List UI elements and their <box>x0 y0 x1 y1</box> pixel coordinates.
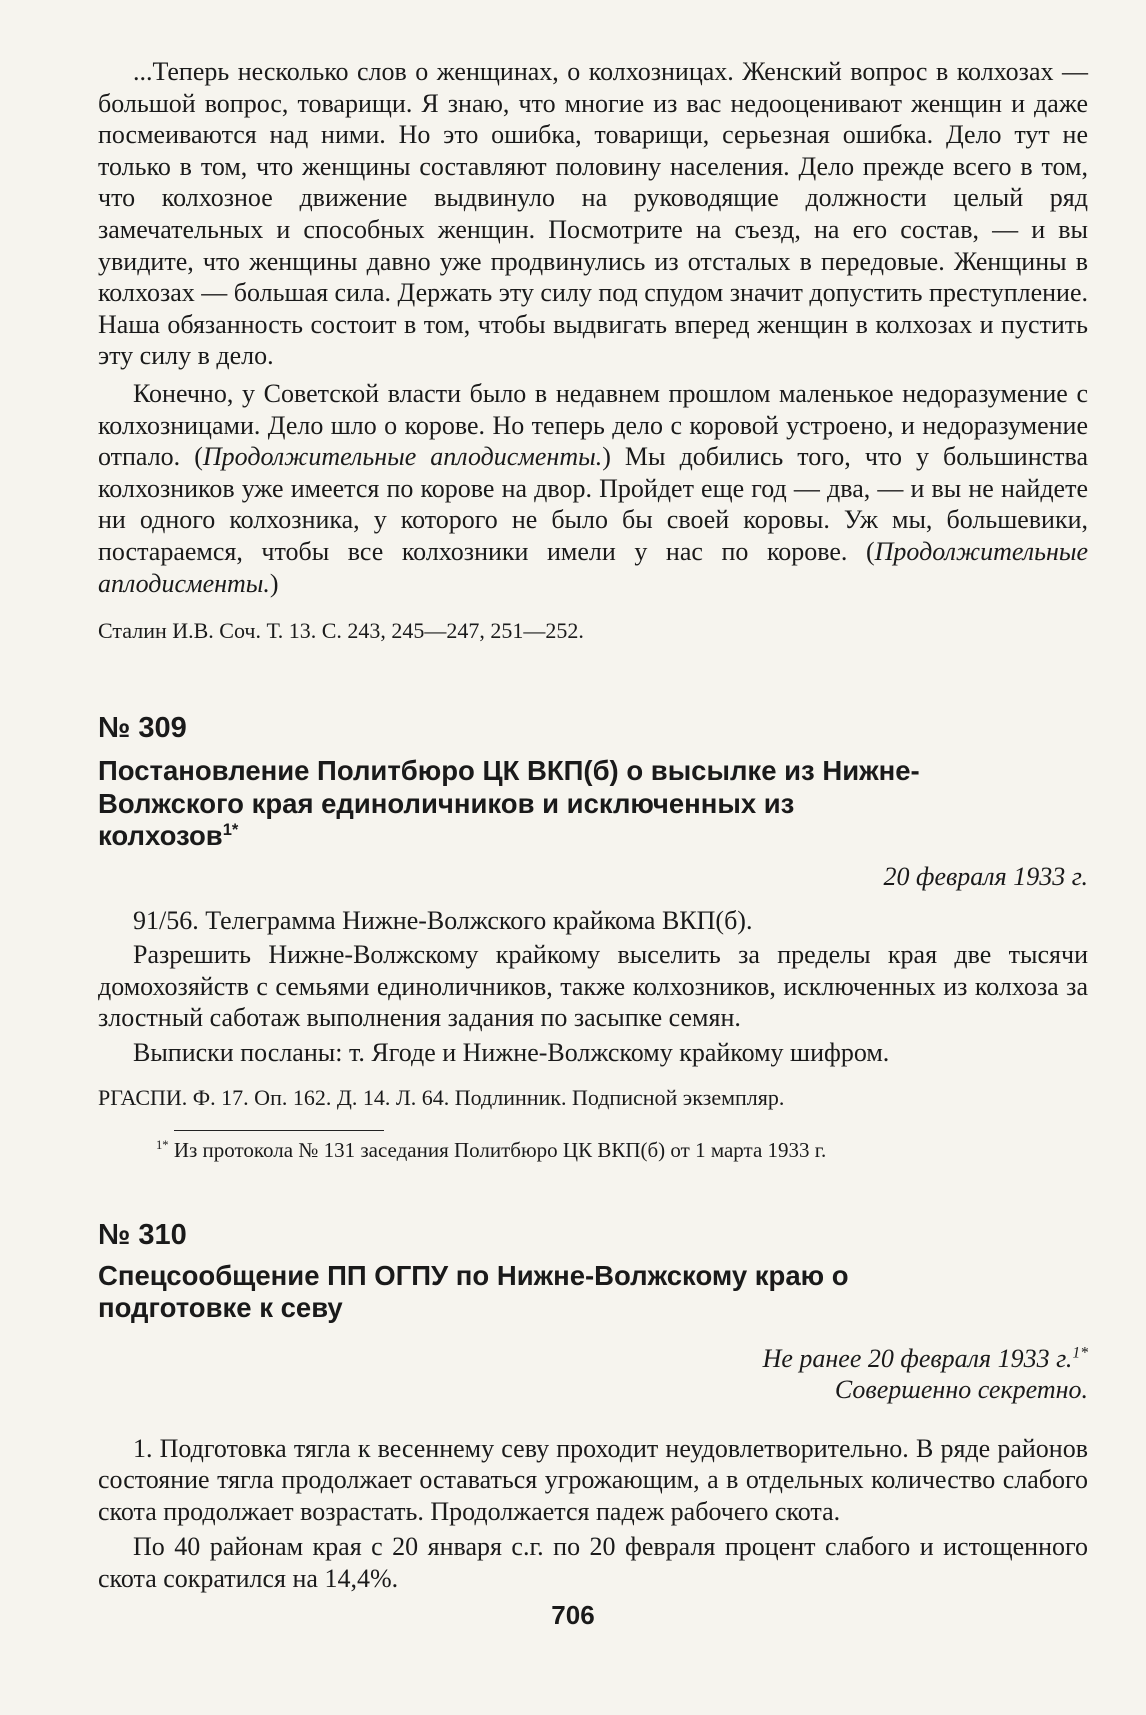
speech-source-citation: Сталин И.В. Соч. Т. 13. С. 243, 245—247, 251—252. <box>98 618 584 644</box>
footnote-ref-mark: 1* <box>222 820 239 839</box>
doc-310-date <box>98 1343 1088 1374</box>
page-number: 706 <box>551 1600 595 1630</box>
doc-309-archive-source: РГАСПИ. Ф. 17. Оп. 162. Д. 14. Л. 64. Подлинник. Подписной экземпляр. <box>98 1084 785 1110</box>
doc-309-footnote <box>98 1137 1088 1163</box>
doc-310-classification: Совершенно секретно. <box>834 1374 1088 1404</box>
doc-310-number: № 310 <box>98 1218 187 1251</box>
applause-remark: Продолжительные аплодисменты. <box>202 442 603 472</box>
doc-309-extracts: Выписки посланы: т. Ягоде и Нижне-Волжскому крайкому шифром. <box>133 1037 890 1067</box>
speech-text: Конечно, у Советской власти было в недавнем прошлом маленькое недоразумение с колхозницами. Дело шло о корове. Но теперь дело с коровой устроено, и недоразумение отпало. ( <box>98 378 1088 472</box>
doc-309-number: № 309 <box>98 712 187 745</box>
doc-310-paragraph-2: По 40 районам края с 20 января с.г. по 20 февраля процент слабого и истощенного скота сократился на 14,4%. <box>98 1532 1088 1593</box>
speech-text: ) <box>269 568 279 598</box>
doc-309-title-text: Постановление Политбюро ЦК ВКП(б) о высылке из Нижне-Волжского края единоличников и исключенных из колхозов <box>98 755 920 852</box>
applause-remark: Продолжительные аплодисменты. <box>98 536 1088 598</box>
speech-paragraph-women: ...Теперь несколько слов о женщинах, о колхозницах. Женский вопрос в колхозах — большой вопрос, товарищи. Я знаю, что многие из вас недооценивают женщин и даже посмеиваются над ними. Но это ошибка, товарищи, серьезная ошибка. Дело тут не только в том, что женщины составляют половину населения. Дело прежде всего в том, что колхозное движение выдвинуло на руководящие должности целый ряд замечательных и способных женщин. Посмотрите на съезд, на его состав, — и вы увидите, что женщины давно уже продвинулись из отсталых в передовые. Женщины в колхозах — большая сила. Держать эту силу под спудом значит допустить преступление. Наша обязанность состоит в том, чтобы выдвигать вперед женщин в колхозах и пустить эту силу в дело. <box>98 57 1088 371</box>
speech-paragraph-cow <box>98 378 1088 599</box>
footnote-mark: 1* <box>156 1137 169 1152</box>
footnote-text: Из протокола № 131 заседания Политбюро ЦК ВКП(б) от 1 марта 1933 г. <box>168 1137 827 1162</box>
footnote-divider <box>174 1130 384 1131</box>
doc-310-title: Спецсообщение ПП ОГПУ по Нижне-Волжскому краю о подготовке к севу <box>98 1259 849 1324</box>
doc-309-resolution: Разрешить Нижне-Волжскому крайкому выселить за пределы края две тысячи домохозяйств с семьями единоличников, также колхозников, исключенных из колхоза за злостный саботаж выполнения задания по засыпке семян. <box>98 940 1088 1033</box>
doc-310-date-text: Не ранее 20 февраля 1933 г. <box>762 1343 1073 1373</box>
doc-309-telegram: 91/56. Телеграмма Нижне-Волжского крайкома ВКП(б). <box>133 905 753 935</box>
doc-309-date: 20 февраля 1933 г. <box>883 861 1088 891</box>
footnote-ref-mark: 1* <box>1072 1343 1088 1361</box>
speech-text: ) Мы добились того, что у большинства колхозников уже имеется по корове на двор. Пройдет еще год — два, — и вы не найдете ни одного колхозника, у которого не было бы своей коровы. Уж мы, большевики, постараемся, чтобы все колхозники имели у нас по корове. ( <box>98 442 1088 566</box>
doc-309-title <box>98 755 928 853</box>
doc-310-paragraph-1: 1. Подготовка тягла к весеннему севу проходит неудовлетворительно. В ряде районов состояние тягла продолжает оставаться угрожающим, а в отдельных количество слабого скота продолжает возрастать. Продолжается падеж рабочего скота. <box>98 1433 1088 1526</box>
